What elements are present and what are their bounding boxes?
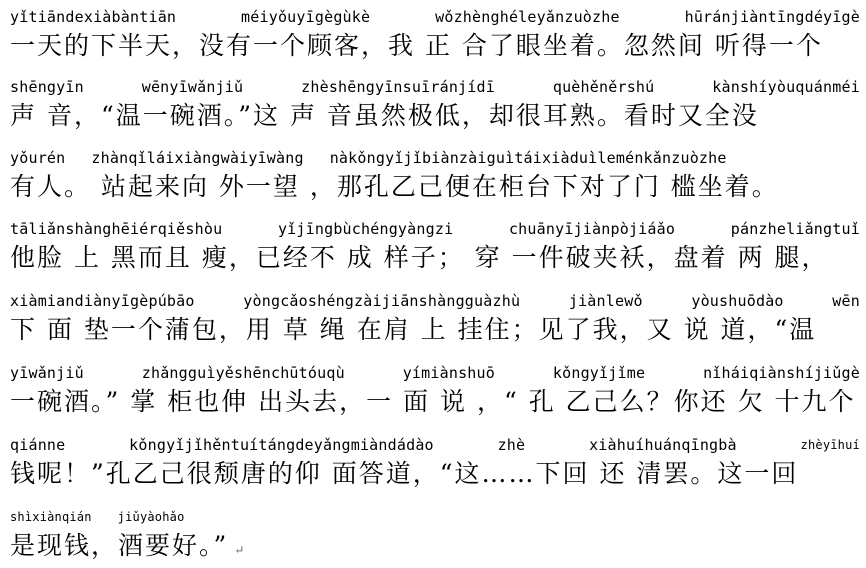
text-line-5 — [10, 290, 860, 348]
hanzi-row: 下 面 垫一个蒲包，用 草 绳 在肩 上 挂住；见了我，又 说 道，“温 — [10, 315, 817, 344]
text-line-8 — [10, 506, 860, 564]
pinyin-word: zhànqǐláixiàngwàiyīwàng — [91, 149, 304, 167]
pinyin-word: shēngyīn — [10, 78, 84, 96]
pinyin-word: quèhěněrshú — [552, 78, 655, 96]
pinyin-row — [10, 290, 860, 312]
pinyin-word: shìxiànqián — [10, 510, 92, 524]
hanzi-row: 声 音，“温一碗酒。”这 声 音虽然极低，却很耳熟。看时又全没 — [10, 101, 759, 130]
pinyin-row — [10, 76, 860, 98]
pinyin-word: jiànlewǒ — [568, 292, 643, 310]
pinyin-word: kànshíyòuquánméi — [712, 78, 860, 96]
pinyin-word: wēnyīwǎnjiǔ — [141, 78, 244, 96]
pinyin-word: méiyǒuyīgègùkè — [241, 8, 371, 26]
pinyin-word: chuānyījiànpòjiáǎo — [508, 220, 676, 238]
pinyin-word: yǐtiāndexiàbàntiān — [10, 8, 177, 26]
pinyin-word: jiǔyàohǎo — [117, 510, 185, 524]
pinyin-word: zhǎngguìyěshēnchūtóuqù — [141, 364, 345, 382]
pinyin-row — [10, 506, 860, 528]
pinyin-word: yòushuōdào — [691, 292, 784, 310]
pinyin-word: pánzheliǎngtuǐ — [730, 220, 860, 238]
hanzi-row: 一天的下半天，没有一个顾客，我 正 合了眼坐着。忽然间 听得一个 — [10, 31, 823, 60]
pinyin-word: nàkǒngyǐjǐbiànzàiguìtáixiàduìleménkǎnzuòzhe — [329, 149, 727, 167]
pinyin-word: zhè — [497, 436, 526, 454]
pinyin-word: zhèyīhuí — [800, 438, 860, 452]
hanzi-row: 他脸 上 黑而且 瘦，已经不 成 样子； 穿 一件破夹袄，盘着 两 腿， — [10, 243, 829, 272]
pinyin-word: zhèshēngyīnsuīránjídī — [301, 78, 495, 96]
text-line-7 — [10, 434, 860, 492]
pinyin-row — [10, 6, 860, 28]
pinyin-word: wēn — [832, 292, 860, 310]
text-line-2 — [10, 76, 860, 134]
pinyin-row — [10, 362, 860, 384]
pinyin-word: wǒzhènghéleyǎnzuòzhe — [435, 8, 620, 26]
pinyin-row — [10, 218, 860, 240]
pinyin-word: xiàmiandiànyīgèpúbāo — [10, 292, 195, 310]
text-line-3 — [10, 147, 860, 205]
pinyin-word: xiàhuíhuánqīngbà — [589, 436, 737, 454]
pinyin-row — [10, 147, 860, 169]
pinyin-row — [10, 434, 860, 456]
hanzi-row: 一碗酒。” 掌 柜也伸 出头去，一 面 说 ，“ 孔 乙己么？你还 欠 十九个 — [10, 387, 856, 416]
pinyin-word: yòngcǎoshéngzàijiānshàngguàzhù — [243, 292, 521, 310]
text-line-6 — [10, 362, 860, 420]
pinyin-word: yímiànshuō — [402, 364, 495, 382]
pinyin-word: yǐjīngbùchéngyàngzi — [277, 220, 454, 238]
pinyin-word: kǒngyǐjǐhěntuítángdeyǎngmiàndádào — [129, 436, 434, 454]
pinyin-word: tāliǎnshànghēiérqiěshòu — [10, 220, 223, 238]
text-line-4 — [10, 218, 860, 276]
pinyin-word: hūránjiàntīngdéyīgè — [684, 8, 860, 26]
pinyin-word: yīwǎnjiǔ — [10, 364, 84, 382]
paragraph-mark-icon: ↵ — [234, 543, 245, 557]
hanzi-text: 是现钱，酒要好。” — [10, 531, 229, 560]
text-line-1 — [10, 6, 860, 64]
pinyin-word: nǐháiqiànshíjiǔgè — [703, 364, 860, 382]
hanzi-row: 钱呢！”孔乙己很颓唐的仰 面答道，“这……下回 还 清罢。这一回 — [10, 459, 799, 488]
pinyin-word: qiánne — [10, 436, 66, 454]
pinyin-word: yǒurén — [10, 149, 66, 167]
hanzi-row — [10, 528, 860, 564]
pinyin-word: kǒngyǐjǐme — [552, 364, 646, 382]
hanzi-row: 有人。 站起来向 外一望 ，那孔乙己便在柜台下对了门 槛坐着。 — [10, 172, 779, 201]
